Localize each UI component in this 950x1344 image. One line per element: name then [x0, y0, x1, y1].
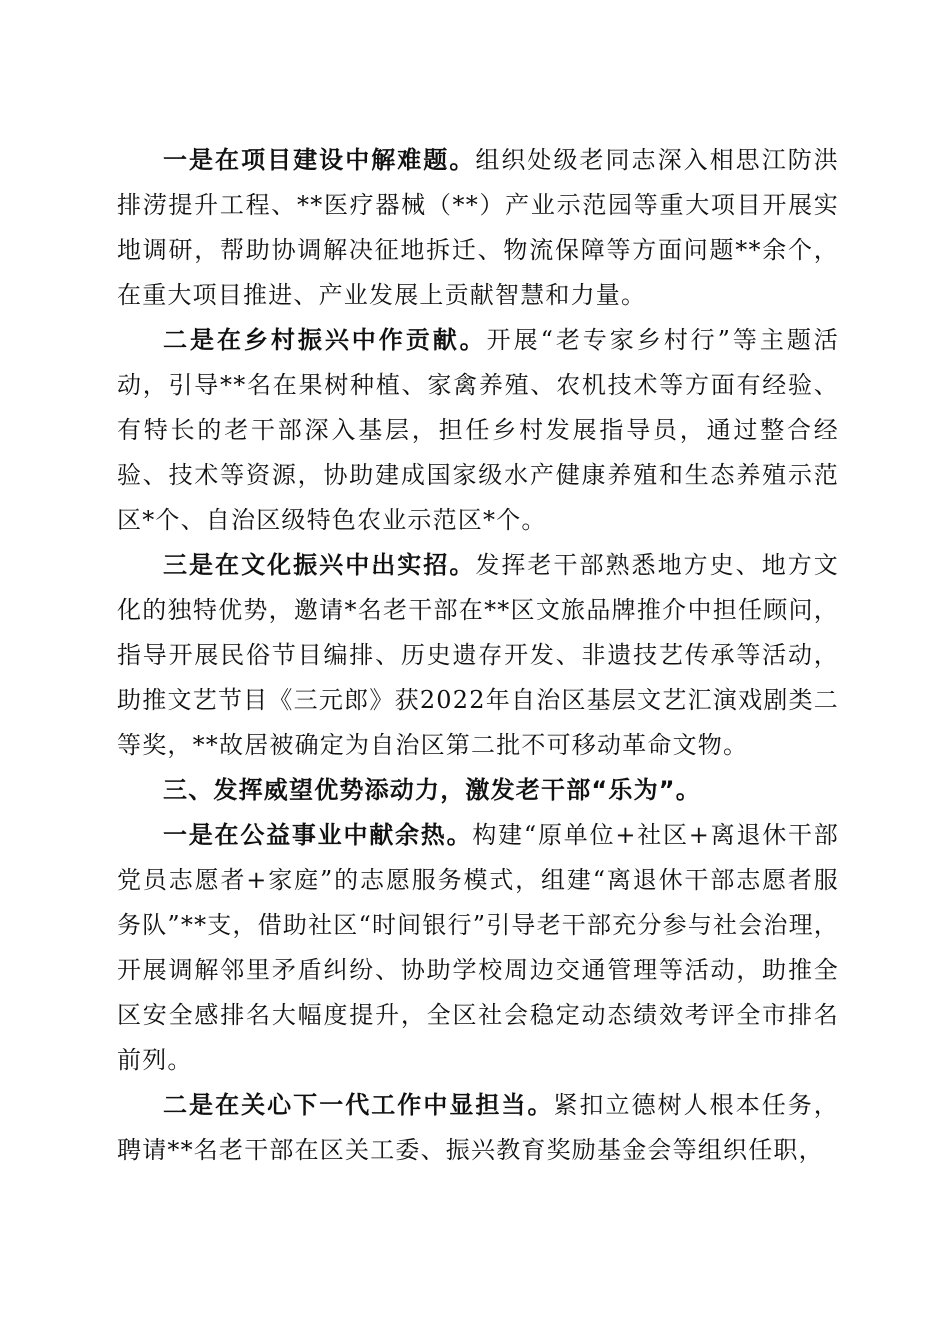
paragraph-body: 紧扣立德树人根本任务，聘请**名老干部在区关工委、振兴教育奖励基金会等组织任职， — [117, 1091, 840, 1164]
paragraph-next-generation — [117, 1083, 839, 1173]
paragraph-body: 构建“原单位+社区+离退休干部党员志愿者+家庭”的志愿服务模式，组建“离退休干部志愿者服务队”**支，借助社区“时间银行”引导老干部充分参与社会治理，开展调解邻里矛盾纠纷、协助学校周边交通管理等活动，助推全区安全感排名大幅度提升，全区社会稳定动态绩效考评全市排名前列。 — [117, 821, 840, 1074]
paragraph-cultural-revitalization — [117, 543, 839, 768]
paragraph-rural-revitalization — [117, 318, 839, 543]
paragraph-lead: 一是在公益事业中献余热。 — [163, 821, 473, 849]
paragraph-public-welfare — [117, 813, 839, 1083]
document-page — [117, 138, 839, 1173]
paragraph-body: 开展“老专家乡村行”等主题活动，引导**名在果树种植、家禽养殖、农机技术等方面有经验、有特长的老干部深入基层，担任乡村发展指导员，通过整合经验、技术等资源，协助建成国家级水产健康养殖和生态养殖示范区*个、自治区级特色农业示范区*个。 — [117, 326, 839, 534]
paragraph-lead: 三是在文化振兴中出实招。 — [163, 551, 476, 579]
paragraph-body: 发挥老干部熟悉地方史、地方文化的独特优势，邀请*名老干部在**区文旅品牌推介中担任顾问，指导开展民俗节目编排、历史遗存开发、非遗技艺传承等活动，助推文艺节目《三元郎》获2022年自治区基层文艺汇演戏剧类二等奖，**故居被确定为自治区第二批不可移动革命文物。 — [117, 551, 839, 759]
paragraph-lead: 二是在乡村振兴中作贡献。 — [163, 326, 487, 354]
paragraph-lead: 一是在项目建设中解难题。 — [163, 146, 476, 174]
paragraph-project-construction — [117, 138, 839, 318]
paragraph-body: 组织处级老同志深入相思江防洪排涝提升工程、**医疗器械（**）产业示范园等重大项目开展实地调研，帮助协调解决征地拆迁、物流保障等方面问题**余个，在重大项目推进、产业发展上贡献智慧和力量。 — [117, 146, 839, 309]
section-heading: 三、发挥威望优势添动力，激发老干部“乐为”。 — [163, 776, 701, 804]
paragraph-lead: 二是在关心下一代工作中显担当。 — [163, 1091, 554, 1119]
